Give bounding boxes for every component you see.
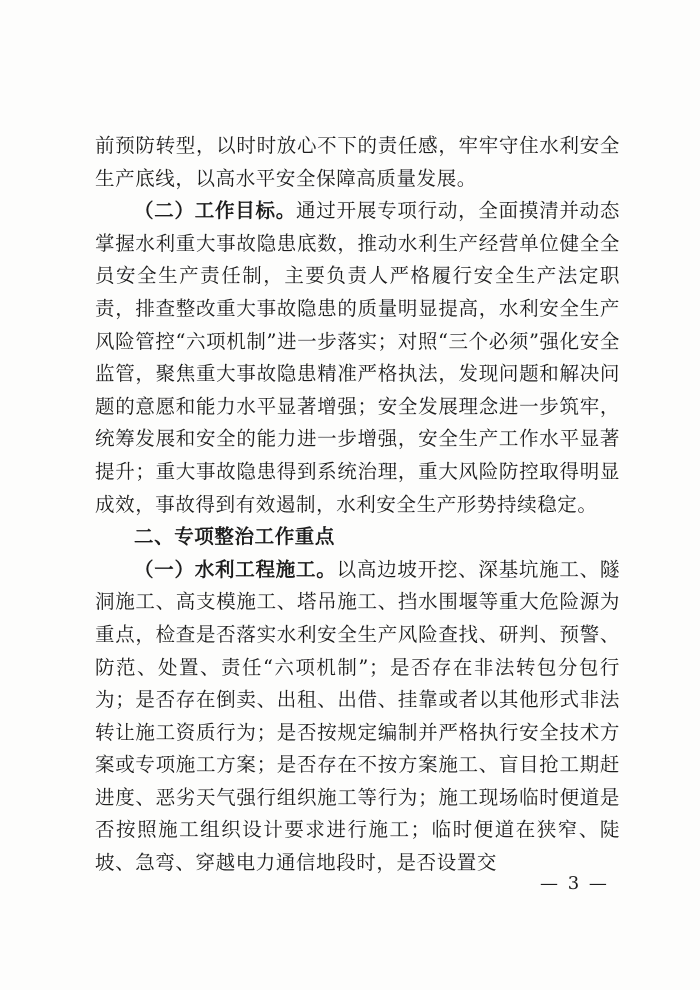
heading-work-goals: （二）工作目标。 <box>134 199 297 223</box>
body-text <box>95 130 620 880</box>
construction-text: 以高边坡开挖、深基坑施工、隧洞施工、高支模施工、塔吊施工、挡水围堰等重大危险源为重点，检查是否落实水利安全生产风险查找、研判、预警、防范、处置、责任“六项机制”；是否存在非法转包分包行为；是否存在倒卖、出租、出借、挂靠或者以其他形式非法转让施工资质行为；是否按规定编制并严格执行安全技术方案或专项施工方案；是否存在不按方案施工、盲目抢工期赶进度、恶劣天气强行组织施工等行为；施工现场临时便道是否按照施工组织设计要求进行施工；临时便道在狭窄、陡坡、急弯、穿越电力通信地段时，是否设置交 <box>95 557 620 875</box>
work-goals-text: 通过开展专项行动，全面摸清并动态掌握水利重大事故隐患底数，推动水利生产经营单位健全全员安全生产责任制，主要负责人严格履行安全生产法定职责，排查整改重大事故隐患的质量明显提高，水利安全生产风险管控“六项机制”进一步落实；对照“三个必须”强化安全监管，聚焦重大事故隐患精准严格执法，发现问题和解决问题的意愿和能力水平显著增强；安全发展理念进一步筑牢，统筹发展和安全的能力进一步增强，安全生产工作水平显著提升；重大事故隐患得到系统治理，重大风险防控取得明显成效，事故得到有效遏制，水利安全生产形势持续稳定。 <box>95 199 620 516</box>
page-number: — 3 — <box>540 873 609 894</box>
paragraph-continuation: 前预防转型，以时时放心不下的责任感，牢牢守住水利安全生产底线，以高水平安全保障高质量发展。 <box>95 134 620 190</box>
section-heading: 二、专项整治工作重点 <box>134 525 336 549</box>
paragraph-construction <box>95 554 620 880</box>
paragraph-work-goals <box>95 195 620 521</box>
heading-construction: （一）水利工程施工。 <box>134 557 337 581</box>
